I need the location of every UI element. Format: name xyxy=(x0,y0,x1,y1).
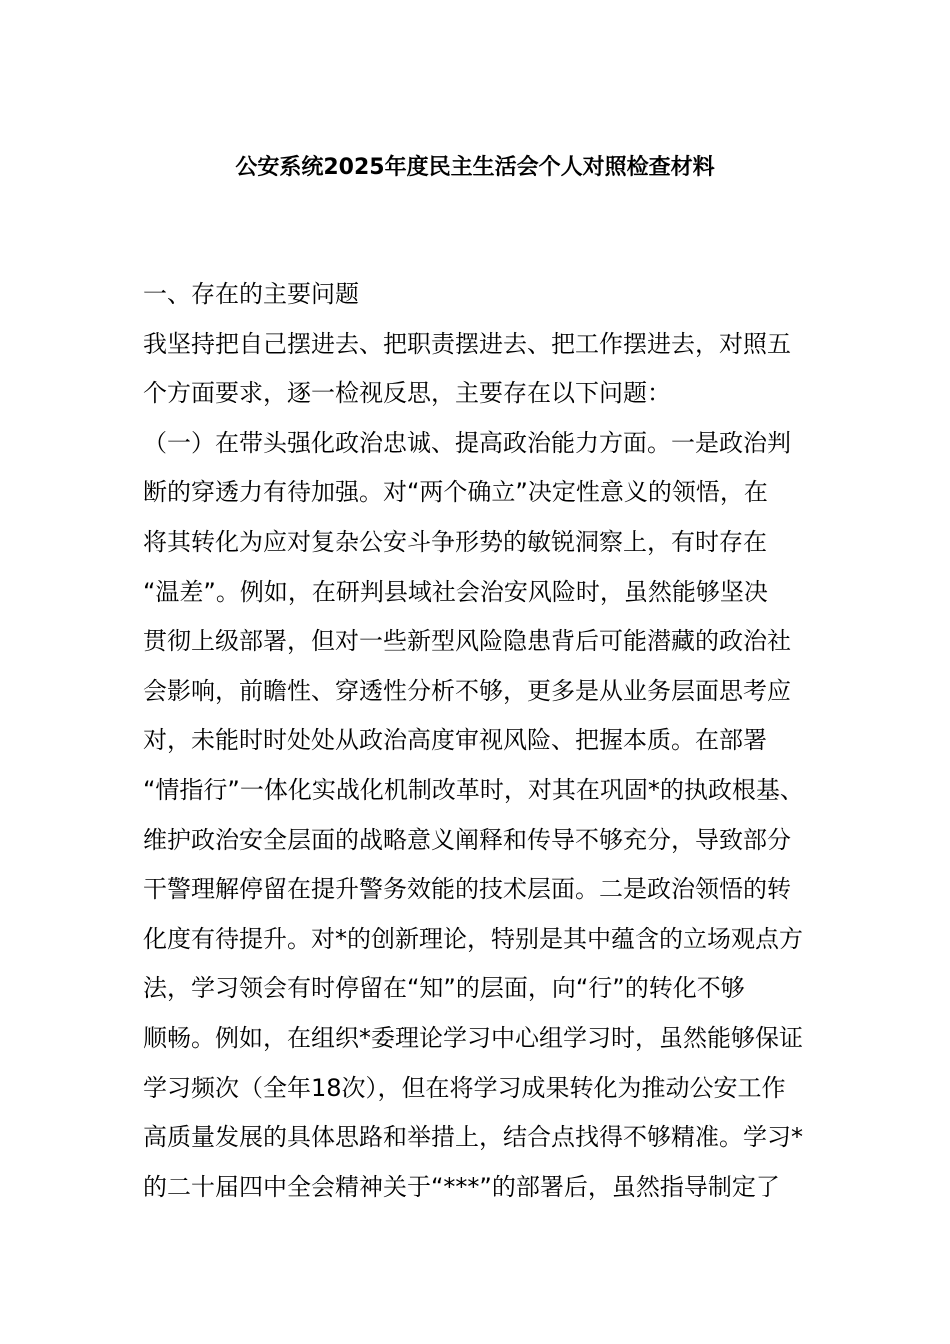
body-line: 顺畅。例如，在组织*委理论学习中心组学习时，虽然能够保证 xyxy=(143,1023,803,1052)
body-line: （一）在带头强化政治忠诚、提高政治能力方面。一是政治判 xyxy=(143,428,791,457)
body-line: 法，学习领会有时停留在“知”的层面，向“行”的转化不够 xyxy=(143,974,745,1003)
body-line: 维护政治安全层面的战略意义阐释和传导不够充分，导致部分 xyxy=(143,825,791,854)
body-line: 高质量发展的具体思路和举措上，结合点找得不够精准。学习* xyxy=(143,1123,803,1152)
body-line: “情指行”一体化实战化机制改革时，对其在巩固*的执政根基、 xyxy=(143,775,804,804)
body-line: 对，未能时时处处从政治高度审视风险、把握本质。在部署 xyxy=(143,726,767,755)
body-line: “温差”。例如，在研判县域社会治安风险时，虽然能够坚决 xyxy=(143,577,768,606)
body-line: 断的穿透力有待加强。对“两个确立”决定性意义的领悟，在 xyxy=(143,478,768,507)
body-line: 我坚持把自己摆进去、把职责摆进去、把工作摆进去，对照五 xyxy=(143,329,791,358)
body-line: 贯彻上级部署，但对一些新型风险隐患背后可能潜藏的政治社 xyxy=(143,627,791,656)
section-heading: 一、存在的主要问题 xyxy=(143,280,359,308)
body-line: 学习频次（全年18次），但在将学习成果转化为推动公安工作 xyxy=(143,1073,786,1102)
body-line: 的二十届四中全会精神关于“***”的部署后，虽然指导制定了 xyxy=(143,1172,780,1201)
body-line: 个方面要求，逐一检视反思，主要存在以下问题： xyxy=(143,379,671,408)
document-body xyxy=(143,270,815,1212)
document-title: 公安系统2025年度民主生活会个人对照检查材料 xyxy=(235,155,715,180)
body-line: 会影响，前瞻性、穿透性分析不够，更多是从业务层面思考应 xyxy=(143,676,791,705)
body-line: 化度有待提升。对*的创新理论，特别是其中蕴含的立场观点方 xyxy=(143,924,803,953)
body-line: 干警理解停留在提升警务效能的技术层面。二是政治领悟的转 xyxy=(143,875,791,904)
body-line: 将其转化为应对复杂公安斗争形势的敏锐洞察上，有时存在 xyxy=(143,527,767,556)
